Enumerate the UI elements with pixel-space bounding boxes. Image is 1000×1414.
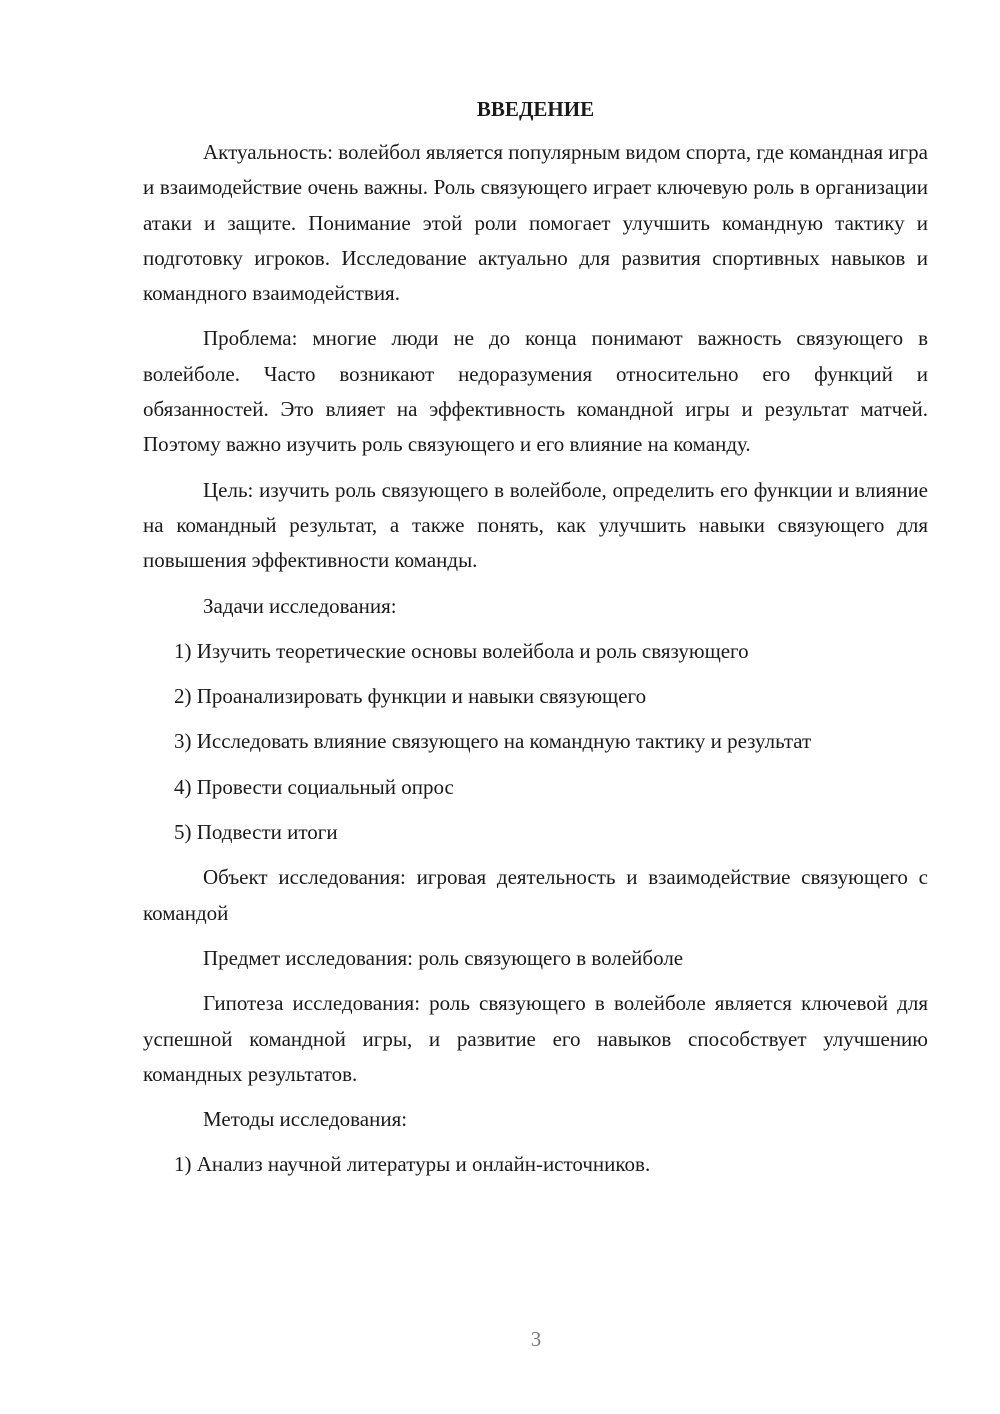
problem-paragraph: Проблема: многие люди не до конца понимают важность связующего в волейболе. Часто возникают недоразумения относительно его функций и обязанностей. Это влияет на эффективность командной игры и результат матчей. Поэтому важно изучить роль связующего и его влияние на команду. (143, 326, 928, 457)
task-item: 3) Исследовать влияние связующего на командную тактику и результат (174, 729, 812, 754)
tasks-heading: Задачи исследования: (203, 593, 397, 618)
hypothesis-paragraph: Гипотеза исследования: роль связующего в волейболе является ключевой для успешной командной игры, и развитие его навыков способствует улучшению командных результатов. (143, 991, 928, 1086)
page-number: 3 (530, 1327, 542, 1351)
document-page (143, 92, 928, 1193)
goal-paragraph: Цель: изучить роль связующего в волейболе, определить его функции и влияние на командный результат, а также понять, как улучшить навыки связующего для повышения эффективности команды. (143, 477, 928, 573)
page-title: ВВЕДЕНИЕ (476, 97, 595, 121)
task-item: 5) Подвести итоги (174, 820, 338, 845)
task-item: 4) Провести социальный опрос (174, 774, 454, 799)
subject-paragraph: Предмет исследования: роль связующего в волейболе (203, 945, 684, 970)
object-paragraph: Объект исследования: игровая деятельность и взаимодействие связующего с командой (143, 865, 928, 925)
task-item: 2) Проанализировать функции и навыки связующего (174, 684, 647, 709)
task-item: 1) Изучить теоретические основы волейбола и роль связующего (174, 638, 749, 663)
methods-heading: Методы исследования: (203, 1107, 408, 1132)
relevance-paragraph: Актуальность: волейбол является популярным видом спорта, где командная игра и взаимодействие очень важны. Роль связующего играет ключевую роль в организации атаки и защите. Понимание этой роли помогает улучшить командную тактику и подготовку игроков. Исследование актуально для развития спортивных навыков и командного взаимодействия. (143, 140, 928, 306)
method-item: 1) Анализ научной литературы и онлайн-источников. (174, 1152, 651, 1177)
